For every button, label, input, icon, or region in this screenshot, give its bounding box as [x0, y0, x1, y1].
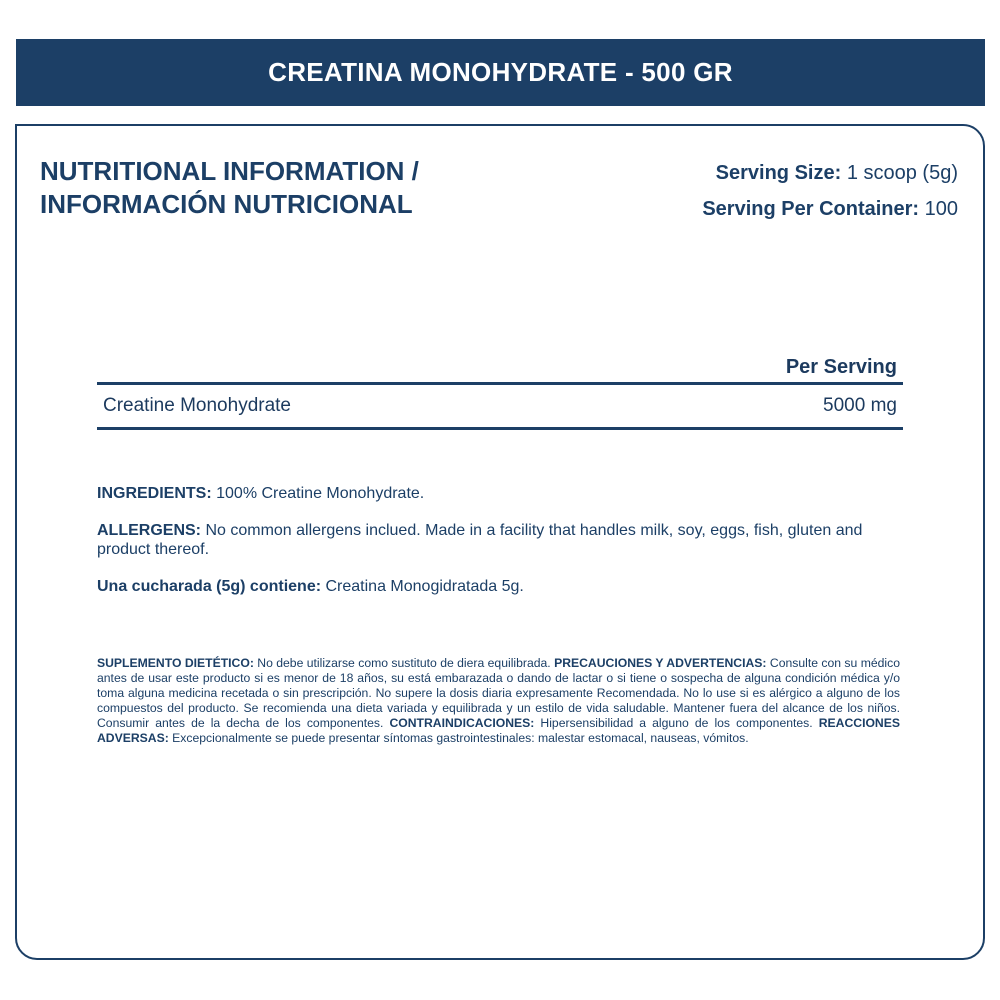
table-column-header: Per Serving [97, 352, 903, 385]
dietary-supplement-text: No debe utilizarse como sustituto de diera equilibrada. [253, 656, 555, 670]
precautions-text: Consulte con su médico antes de usar este producto si es menor de 18 años, su está embarazada o dando de lactar o si tiene o sospecha de alguna condición médica y/o toma alguna medicina recetada o sin prescripción. No supere la dosis diaria expresamente Recomendada. No lo use si es alérgico a alguno de los compuestos del producto. Se recomienda una dieta variada y equilibrada y un estilo de vida saludable. Mantener fuera del alcance de los niños. Consumir antes de la decha de los componentes. [97, 656, 900, 730]
serving-size [702, 155, 958, 191]
spanish-serving-label: Una cucharada (5g) contiene: [97, 578, 322, 595]
ingredients-label: INGREDIENTS: [97, 485, 212, 502]
serving-info [702, 155, 958, 227]
nutrient-name: Creatine Monohydrate [103, 395, 291, 416]
spanish-serving-text [97, 577, 903, 596]
adverse-reactions-label: REACCIONES ADVERSAS: [97, 716, 900, 745]
spanish-serving-value: Creatina Monogidratada 5g. [321, 578, 524, 595]
nutrient-value: 5000 mg [823, 395, 897, 416]
product-title: CREATINA MONOHYDRATE - 500 GR [268, 57, 733, 87]
serving-size-value: 1 scoop (5g) [841, 162, 958, 184]
table-row [97, 385, 903, 430]
dietary-supplement-label: SUPLEMENTO DIETÉTICO: [97, 656, 254, 670]
allergens-value: No common allergens inclued. Made in a facility that handles milk, soy, eggs, fish, gluten and product thereof. [97, 522, 863, 558]
allergens-text [97, 521, 903, 559]
fine-print [97, 656, 900, 746]
ingredients-text [97, 484, 903, 503]
header-bar [16, 39, 985, 106]
section-title-spanish: INFORMACIÓN NUTRICIONAL [40, 189, 413, 219]
section-title [40, 155, 419, 221]
contraindications-label: CONTRAINDICACIONES: [389, 716, 535, 730]
adverse-reactions-text: Excepcionalmente se puede presentar síntomas gastrointestinales: malestar estomacal, nauseas, vómitos. [168, 731, 749, 745]
servings-per-container-value: 100 [919, 198, 958, 220]
allergens-label: ALLERGENS: [97, 522, 201, 539]
serving-size-label: Serving Size: [715, 162, 842, 184]
section-title-english: NUTRITIONAL INFORMATION / [40, 156, 419, 186]
product-info [97, 484, 903, 614]
precautions-label: PRECAUCIONES Y ADVERTENCIAS: [554, 656, 767, 670]
contraindications-text: Hipersensibilidad a alguno de los componentes. [534, 716, 819, 730]
nutrition-table [97, 352, 903, 430]
servings-per-container [702, 191, 958, 227]
ingredients-value: 100% Creatine Monohydrate. [211, 485, 425, 502]
servings-per-container-label: Serving Per Container: [702, 198, 920, 220]
